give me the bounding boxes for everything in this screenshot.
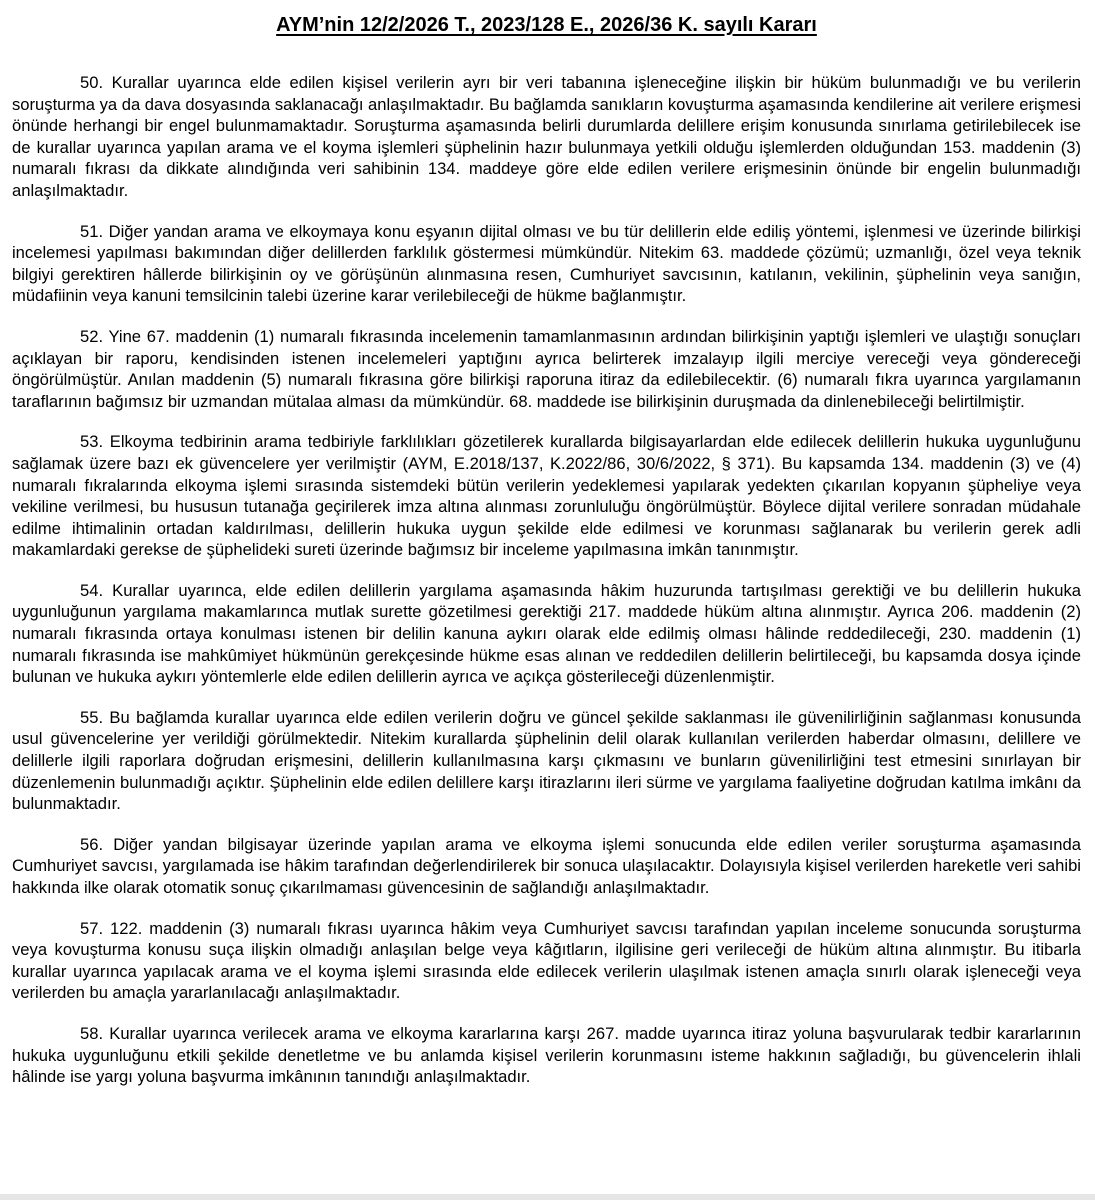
paragraph-54: 54. Kurallar uyarınca, elde edilen delillerin yargılama aşamasında hâkim huzurunda tartışılması gerektiği ve bu delillerin hukuka uygunluğunun yargılama makamlarınca mutlak surette gözetilmesi gerektiği 217. maddede hüküm altına alınmıştır. Ayrıca 206. maddenin (2) numaralı fıkrasında ortaya konulması istenen bir delilin kanuna aykırı olarak elde edilmiş olması hâlinde reddedileceği, 230. maddenin (1) numaralı fıkrasında ise mahkûmiyet hükmünün gerekçesinde hükme esas alınan ve reddedilen delillerin belirtileceği, bu kapsamda dosya içinde bulunan ve hukuka aykırı yöntemlerle elde edilen delillerin ayrıca ve açıkça gösterileceği düzenlenmiştir. xyxy=(12,580,1081,687)
paragraph-52: 52. Yine 67. maddenin (1) numaralı fıkrasında incelemenin tamamlanmasının ardından bilirkişinin yaptığı işlemleri ve ulaştığı sonuçları açıklayan bir raporu, kendisinden istenen incelemeleri yaptığını ayrıca belirterek imzalayıp ilgili merciye vereceği veya göndereceği öngörülmüştür. Anılan maddenin (5) numaralı fıkrasına göre bilirkişi raporuna itiraz da edilebilecektir. (6) numaralı fıkra uyarınca yargılamanın taraflarının bağımsız bir uzmandan mütalaa alması da mümkündür. 68. maddede ise bilirkişinin duruşmada da dinlenebileceği belirtilmiştir. xyxy=(12,326,1081,411)
paragraph-56: 56. Diğer yandan bilgisayar üzerinde yapılan arama ve elkoyma işlemi sonucunda elde edilen veriler soruşturma aşamasında Cumhuriyet savcısı, yargılamada ise hâkim tarafından değerlendirilerek bir sonuca ulaşılacaktır. Dolayısıyla kişisel verilerden hareketle veri sahibi hakkında ilke olarak otomatik sonuç çıkarılmaması güvencesinin de sağlandığı anlaşılmaktadır. xyxy=(12,834,1081,897)
document-page xyxy=(12,10,1081,1107)
bottom-scroll-edge xyxy=(0,1194,1095,1200)
paragraph-57: 57. 122. maddenin (3) numaralı fıkrası uyarınca hâkim veya Cumhuriyet savcısı tarafından yapılan inceleme sonucunda soruşturma veya kovuşturma konusu suça ilişkin olmadığı anlaşılan belge veya kâğıtların, ilgilisine geri verileceği de hüküm altına alınmıştır. Bu itibarla kurallar uyarınca yapılacak arama ve el koyma işlemi sırasında elde edilecek verilerin ulaşılmak istenen amaçla sınırlı olarak işleneceği veya verilerden bu amaçla yararlanılacağı anlaşılmaktadır. xyxy=(12,918,1081,1003)
paragraph-51: 51. Diğer yandan arama ve elkoymaya konu eşyanın dijital olması ve bu tür delillerin elde ediliş yöntemi, işlenmesi ve üzerinde bilirkişi incelemesi yapılması bakımından diğer delillerden farklılık göstermesi mümkündür. Nitekim 63. maddede çözümü; uzmanlığı, özel veya teknik bilgiyi gerektiren hâllerde bilirkişinin oy ve görüşünün alınmasına resen, Cumhuriyet savcısının, katılanın, vekilinin, şüphelinin veya sanığın, müdafiinin veya kanuni temsilcinin talebi üzerine karar verilebileceği de hükme bağlanmıştır. xyxy=(12,221,1081,306)
paragraph-50: 50. Kurallar uyarınca elde edilen kişisel verilerin ayrı bir veri tabanına işleneceğine ilişkin bir hüküm bulunmadığı ve bu verilerin soruşturma ya da dava dosyasında saklanacağı anlaşılmaktadır. Bu bağlamda sanıkların kovuşturma aşamasında kendilerine ait verilere erişmesi önünde herhangi bir engel bulunmamaktadır. Soruşturma aşamasında belirli durumlarda delillere erişim konusunda sınırlama getirilebilecek ise de kurallar uyarınca yapılan arama ve el koyma işlemleri şüphelinin hazır bulunmaya yetkili olduğu işlemlerden olduğundan 153. maddenin (3) numaralı fıkrası da dikkate alındığında veri sahibinin 134. maddeye göre elde edilen verilere erişmesinin önünde bir engelin bulunmadığı anlaşılmaktadır. xyxy=(12,73,1082,200)
paragraph-53: 53. Elkoyma tedbirinin arama tedbiriyle farklılıkları gözetilerek kurallarda bilgisayarlardan elde edilecek delillerin hukuka uygunluğunu sağlamak üzere bazı ek güvencelere yer verilmiştir (AYM, E.2018/137, K.2022/86, 30/6/2022, § 371). Bu kapsamda 134. maddenin (3) ve (4) numaralı fıkralarında elkoyma işlemi sırasında sistemdeki bütün verilerin yedeklemesi yapılarak yedekten çıkarılan kopyanın şüpheliye veya vekiline verilmesi, bu hususun tutanağa geçirilerek imza altına alınması zorunluluğu öngörülmüştür. Böylece dijital verilere sonradan müdahale edilme ihtimalinin ortadan kaldırılması, delillerin hukuka uygun şekilde elde edilmesi ve korunması sağlanarak bu verilerin gerek adli makamlardaki gerekse de şüphelideki sureti üzerinde bağımsız bir inceleme yapılmasına imkân tanınmıştır. xyxy=(12,432,1081,560)
document-title: AYM’nin 12/2/2026 T., 2023/128 E., 2026/36 K. sayılı Kararı xyxy=(276,14,817,36)
paragraph-58: 58. Kurallar uyarınca verilecek arama ve elkoyma kararlarına karşı 267. madde uyarınca itiraz yoluna başvurularak tedbir kararlarının hukuka uygunluğunu etkili şekilde denetletme ve bu anlamda kişisel verilerin korunmasını isteme hakkının sağladığı, bu güvencelerin ihlali hâlinde ise yargı yoluna başvurma imkânının tanındığı anlaşılmaktadır. xyxy=(12,1023,1081,1087)
paragraph-55: 55. Bu bağlamda kurallar uyarınca elde edilen verilerin doğru ve güncel şekilde saklanması ile güvenilirliğinin sağlanması konusunda usul güvencelerine yer verildiği görülmektedir. Nitekim kurallarda şüphelinin delil olarak kullanılan verilerden haberdar olmasını, delillere ve delillerle ilgili raporlara doğrudan erişmesini, delillerin kullanılmasına karşı çıkmasını ve bunların güvenilirliğini test etmesini sınırlayan bir düzenlemenin bulunmadığı açıktır. Şüphelinin elde edilen delillere karşı itirazlarını ileri sürme ve yargılama faaliyetine doğrudan katılma imkânı da bulunmaktadır. xyxy=(12,707,1081,814)
